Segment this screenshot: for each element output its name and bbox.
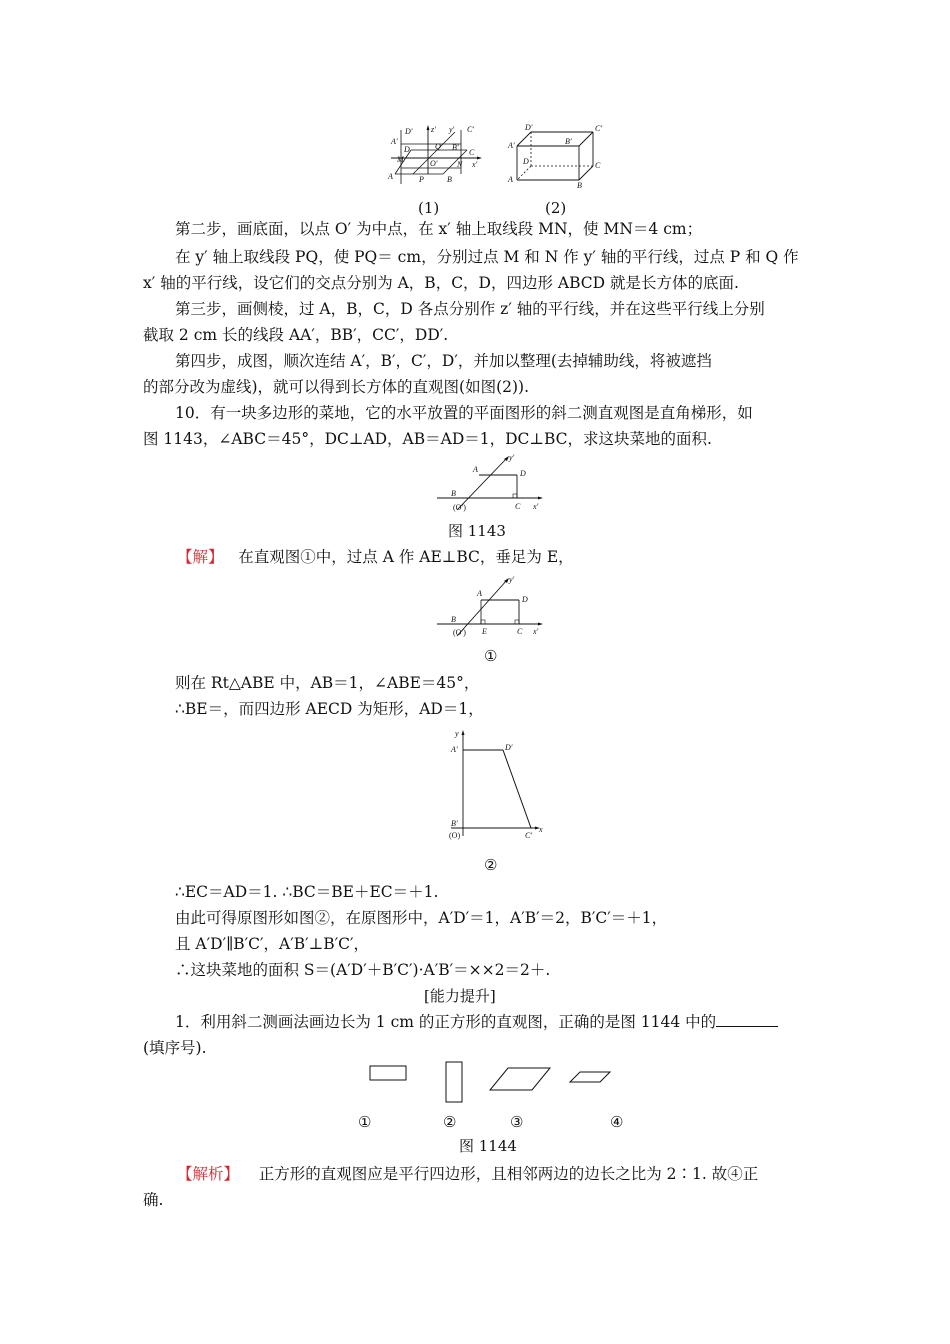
solution-text: 在直观图①中，过点 A 作 AE⊥BC，垂足为 E， [238,548,574,566]
step-two-text: x′ 轴的平行线，设它们的交点分别为 A，B，C，D，四边形 ABCD 就是长方体的底面. [143,274,739,292]
option-shape-3 [490,1068,550,1090]
fig1-left-label: A [388,172,393,181]
figure-1143 [435,452,550,514]
solution-text: ∴这块菜地的面积 S＝(A′D′＋B′C′)·A′B′＝××2＝2＋. [175,961,551,979]
fig1143-label: C [515,502,521,511]
question-ten-text: 图 1143，∠ABC＝45°，DC⊥AD，AB＝AD＝1，DC⊥BC，求这块菜地的面积. [143,430,712,448]
fig-sol2-label: C′ [525,831,533,840]
answer-tag: 【解析】 [177,1165,240,1183]
figure-caption: 图 1144 [459,1137,517,1155]
step-three-text: 第三步，画侧棱，过 A，B，C，D 各点分别作 z′ 轴的平行线，并在这些平行线上分别 [175,300,765,318]
fig1-left-label: O′ [430,159,438,168]
fig2-label: C [595,161,601,170]
solution-text: 且 A′D′∥B′C′，A′B′⊥B′C′， [175,935,370,953]
step-four-text: 第四步，成图，顺次连结 A′，B′，C′，D′，并加以整理(去掉辅助线，将被遮挡 [175,352,712,370]
answer-text: 正方形的直观图应是平行四边形，且相邻两边的边长之比为 2∶1. 故④正 [258,1165,759,1183]
figure-caption: ② [484,856,498,874]
figure-solution-1 [435,572,550,638]
figure-caption: (2) [545,199,567,217]
fig1-left-label: y′ [449,125,455,134]
figure-caption: 图 1143 [448,522,506,540]
answer-blank [716,1012,778,1027]
fig1143-label: B [451,489,456,498]
fig2-label: C′ [595,124,603,133]
figure-caption: (1) [418,199,440,217]
step-two-text: 在 y′ 轴上取线段 PQ，使 PQ＝ cm，分别过点 M 和 N 作 y′ 轴的平行线，过点 P 和 Q 作 [175,248,799,266]
fig-sol2-label: D′ [505,743,513,752]
figure-solution-2 [445,724,555,848]
fig2-label: D [523,157,529,166]
fig1-left-label: C [469,148,475,157]
fig1-left-label: M [397,155,404,164]
fig2-label: A [508,175,513,184]
fig1-left-label: B′ [452,143,459,152]
fig1-left-label: z′ [431,125,436,134]
fig1-left-label: P [419,175,424,184]
fig1-left-label: N [457,160,463,169]
fig-sol1-label: C [517,627,523,636]
option-shape-2 [446,1062,462,1102]
solution-text: 则在 Rt△ABE 中，AB＝1，∠ABE＝45°， [175,674,480,692]
option-label: ④ [610,1113,624,1131]
option-label: ① [358,1113,372,1131]
option-shape-4 [570,1072,610,1082]
fig-sol2-label: y [455,729,459,738]
fig-sol1-label: A [477,589,482,598]
step-two-text: 第二步，画底面，以点 O′ 为中点，在 x′ 轴上取线段 MN，使 MN＝4 cm； [175,220,703,238]
answer-text: 确. [143,1191,164,1209]
fig1-left-label: B [447,175,452,184]
section-heading: [能力提升] [424,987,496,1005]
fig-sol1-label: D [522,595,528,604]
step-four-text: 的部分改为虚线)，就可以得到长方体的直观图(如图(2)). [143,378,530,396]
option-shape-1 [370,1066,406,1080]
fig-sol2-label: x [539,825,543,834]
fig2-label: A′ [508,141,515,150]
solution-line [177,547,574,567]
question-one-text [175,1012,778,1032]
fig2-label: D′ [525,123,533,132]
fig2-label: B [577,181,582,190]
solution-tag: 【解】 [177,548,224,566]
figure-coordinate-setup [383,122,493,192]
question-one-text: (填序号). [143,1039,207,1057]
answer-line [177,1164,758,1184]
fig1143-label: A [473,465,478,474]
fig-sol2-label: A′ [451,745,458,754]
fig-sol1-label: y′ [509,575,515,584]
figure-cuboid [507,124,602,190]
fig-sol1-label: B [451,615,456,624]
fig-sol2-label: (O) [449,831,461,840]
fig1-left-label: D [404,145,410,154]
fig1143-label: y′ [509,453,515,462]
option-label: ② [443,1113,457,1131]
fig-sol2-label: B′ [451,819,458,828]
fig1-left-label: C′ [467,125,475,134]
fig1143-label: D [520,469,526,478]
step-three-text: 截取 2 cm 长的线段 AA′，BB′，CC′，DD′. [143,326,449,344]
fig1143-label: (O′) [453,503,466,512]
fig-sol1-label: E [482,627,487,636]
question-ten-text: 10．有一块多边形的菜地，它的水平放置的平面图形的斜二测直观图是直角梯形，如 [175,404,753,422]
figure-caption: ① [484,647,498,665]
fig1-left-label: D′ [405,127,413,136]
solution-text: ∴BE＝，而四边形 AECD 为矩形，AD＝1， [175,700,484,718]
option-label: ③ [510,1113,524,1131]
fig-sol1-label: x′ [533,627,539,636]
solution-text: 由此可得原图形如图②，在原图形中，A′D′＝1，A′B′＝2，B′C′＝＋1， [175,909,668,927]
fig1143-label: x′ [533,502,539,511]
fig2-label: B′ [565,137,572,146]
fig1-left-label: A′ [391,137,398,146]
figure-1144 [360,1058,620,1108]
solution-text: ∴EC＝AD＝1. ∴BC＝BE＋EC＝＋1. [175,883,439,901]
question-one-stem: 1．利用斜二测画法画边长为 1 cm 的正方形的直观图，正确的是图 1144 中的 [175,1013,717,1031]
fig1-left-label: Q [435,142,441,151]
fig-sol1-label: (O′) [453,628,466,637]
fig1-left-label: x′ [472,160,478,169]
